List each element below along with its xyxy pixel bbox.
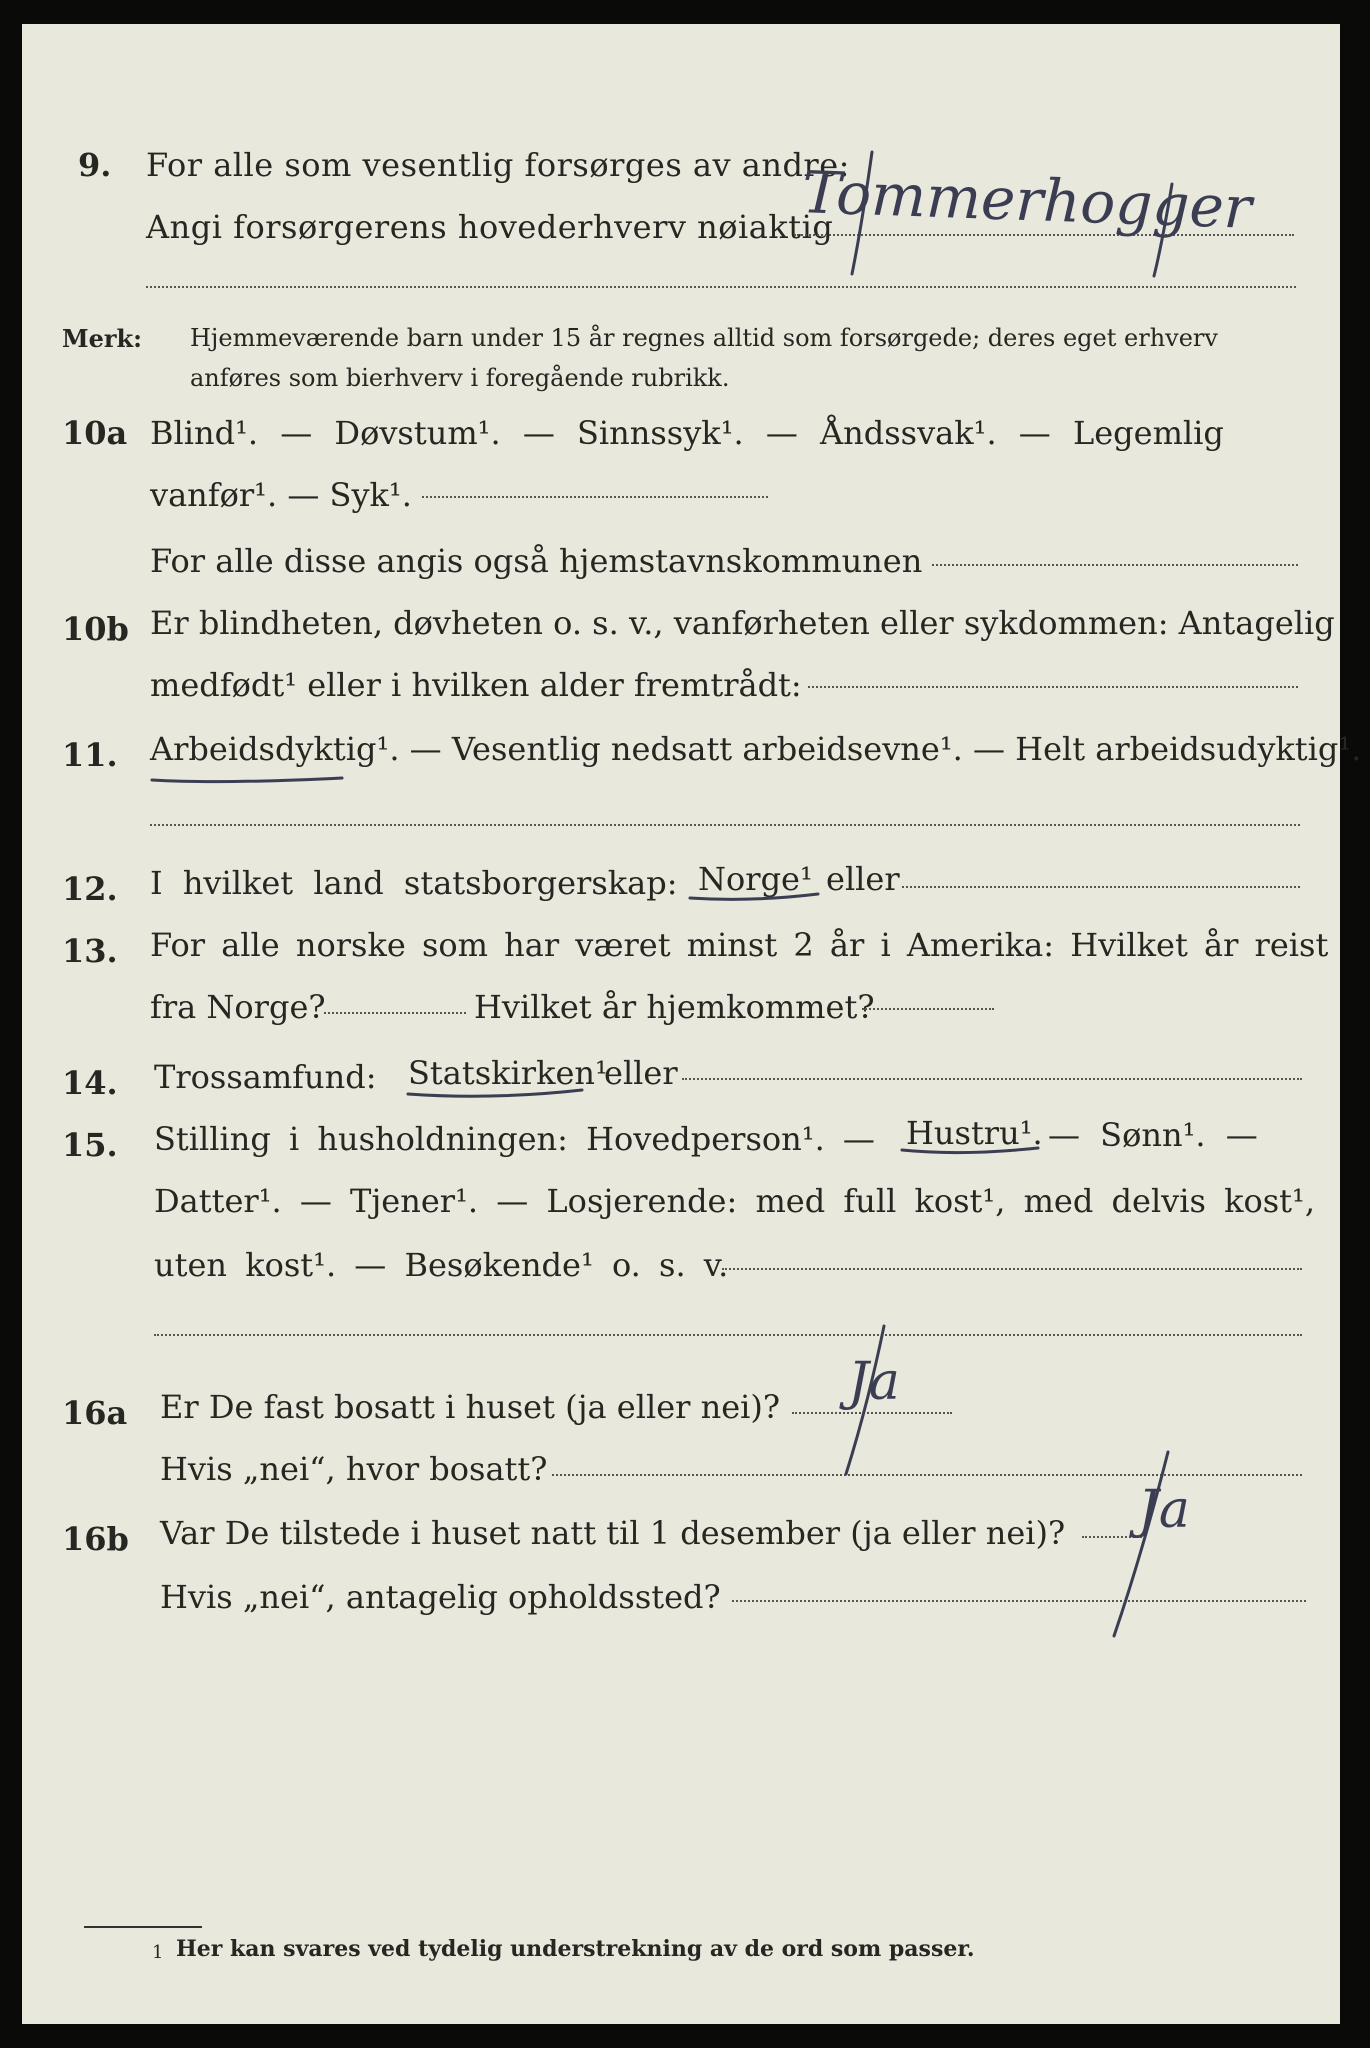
q11-number: 11. xyxy=(62,736,118,774)
q15-line2: Datter¹. — Tjener¹. — Losjerende: med full kost¹, med delvis kost¹, xyxy=(154,1182,1316,1220)
q9-number: 9. xyxy=(78,146,112,184)
q16b-line2: Hvis „nei“, antagelig opholdssted? xyxy=(160,1578,721,1616)
q16a-line1: Er De fast bosatt i huset (ja eller nei)? xyxy=(160,1388,781,1426)
q15-option-hustru[interactable]: Hustru¹. xyxy=(906,1114,1043,1152)
q12-option-norge[interactable]: Norge¹ xyxy=(698,860,813,898)
q13-return-label: Hvilket år hjemkommet? xyxy=(474,988,875,1026)
q12-or: eller xyxy=(826,860,900,898)
q16a-number: 16a xyxy=(62,1394,128,1432)
q16b-number: 16b xyxy=(62,1520,129,1558)
q12-label: I hvilket land statsborgerskap: xyxy=(150,864,678,902)
footnote-text: Her kan svares ved tydelig understrekning av de ord som passer. xyxy=(176,1936,975,1962)
q16a-ja-stroke xyxy=(846,1326,884,1474)
merk-label: Merk: xyxy=(62,324,142,353)
q15-line1c: — Sønn¹. — xyxy=(1048,1116,1258,1154)
q14-or: eller xyxy=(604,1054,678,1092)
census-form-page xyxy=(22,24,1362,2024)
q14-option-statskirken[interactable]: Statskirken¹ xyxy=(408,1054,608,1092)
q15-number: 15. xyxy=(62,1126,118,1164)
q16a-handwritten-answer: Ja xyxy=(848,1352,900,1412)
q14-number: 14. xyxy=(62,1064,118,1102)
q10b-line1: Er blindheten, døvheten o. s. v., vanførheten eller sykdommen: Antagelig xyxy=(150,604,1335,642)
q12-underline-mark xyxy=(690,894,818,899)
merk-line2: anføres som bierhverv i foregående rubrikk. xyxy=(190,364,730,392)
q11-line1: Arbeidsdyktig¹. — Vesentlig nedsatt arbeidsevne¹. — Helt arbeidsudyktig¹. xyxy=(150,730,1362,768)
q16b-line1: Var De tilstede i huset natt til 1 desember (ja eller nei)? xyxy=(160,1514,1066,1552)
q10a-line1: Blind¹. — Døvstum¹. — Sinnssyk¹. — Åndssvak¹. — Legemlig xyxy=(150,414,1224,452)
q15-line1a: Stilling i husholdningen: Hovedperson¹. — xyxy=(154,1120,875,1158)
q9-signature-tail xyxy=(1154,184,1172,276)
q15-underline-mark xyxy=(902,1148,1038,1153)
q11-underline-mark xyxy=(152,778,342,782)
q16b-ja-stroke xyxy=(1114,1452,1168,1636)
q10b-line2: medfødt¹ eller i hvilken alder fremtrådt: xyxy=(150,666,802,704)
q15-line3: uten kost¹. — Besøkende¹ o. s. v. xyxy=(154,1246,729,1284)
handwriting-strokes xyxy=(22,24,1340,2024)
footnote-mark: 1 xyxy=(152,1942,164,1963)
q9-handwritten-answer: Tommerhogger xyxy=(800,158,1253,242)
q16a-line2: Hvis „nei“, hvor bosatt? xyxy=(160,1450,548,1488)
q16b-handwritten-answer: Ja xyxy=(1138,1480,1190,1540)
q14-underline-mark xyxy=(408,1090,582,1096)
q13-line1: For alle norske som har været minst 2 år i Amerika: Hvilket år reist xyxy=(150,926,1329,964)
q12-number: 12. xyxy=(62,870,118,908)
q10a-number: 10a xyxy=(62,414,128,452)
q9-line2: Angi forsørgerens hovederhverv nøiaktig xyxy=(146,208,834,246)
q10a-line3: For alle disse angis også hjemstavnskommunen xyxy=(150,542,923,580)
merk-line1: Hjemmeværende barn under 15 år regnes alltid som forsørgede; deres eget erhverv xyxy=(190,324,1218,352)
q9-line1: For alle som vesentlig forsørges av andre: xyxy=(146,146,850,184)
q14-label: Trossamfund: xyxy=(154,1058,377,1096)
q13-left-label: fra Norge? xyxy=(150,988,326,1026)
q13-number: 13. xyxy=(62,932,118,970)
q10a-line2: vanfør¹. — Syk¹. xyxy=(150,476,412,514)
q9-signature-stroke xyxy=(852,152,872,274)
q10b-number: 10b xyxy=(62,610,129,648)
